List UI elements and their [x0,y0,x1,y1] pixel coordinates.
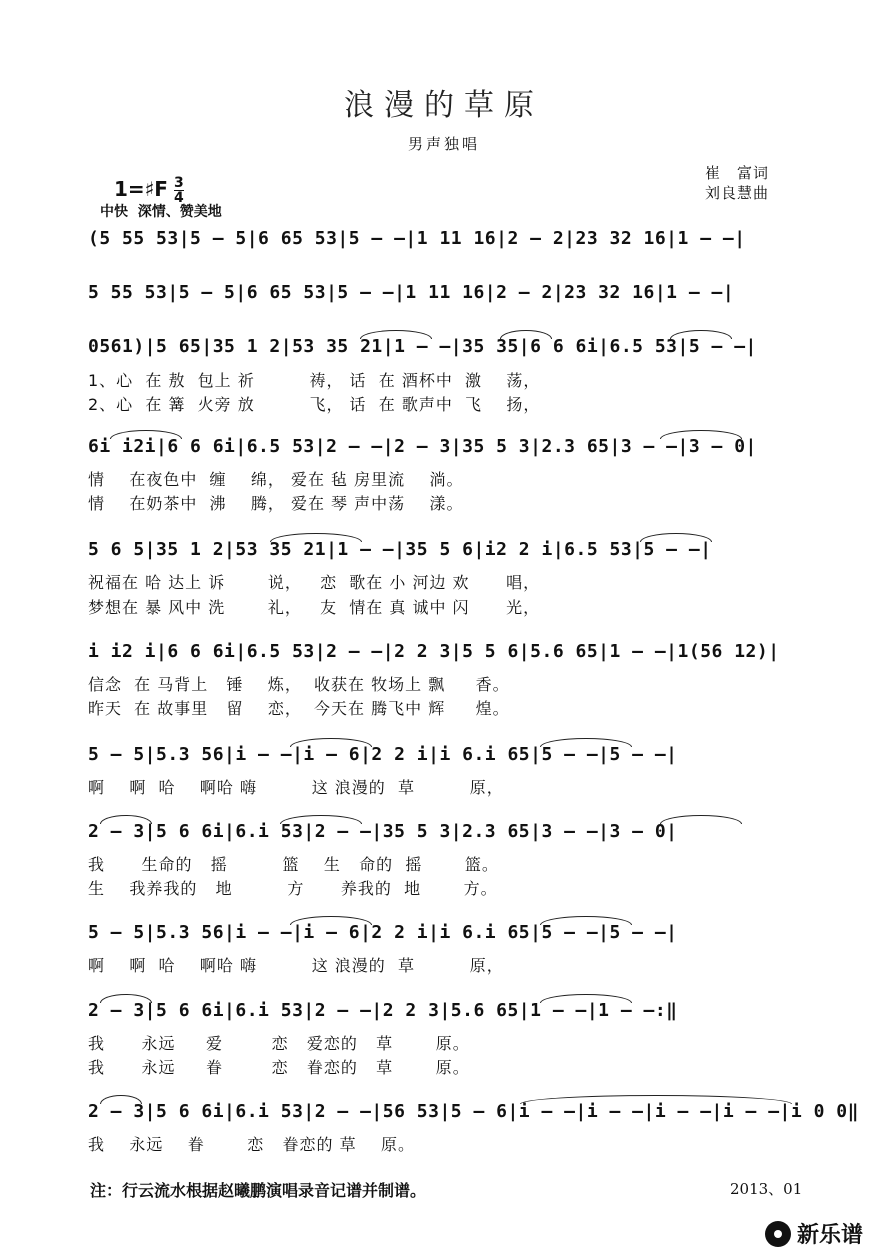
tempo-marking: 中快 深情、赞美地 [100,204,222,220]
lyric-row-6b: 昨天 在 故事里 留 恋， 今天在 腾飞中 辉 煌。 [88,699,510,718]
slur-mark [360,330,432,339]
slur-mark [520,1095,792,1104]
music-row-6: i i2 i|6 6 6i|6.5 53|2 – –|2 2 3|5 5 6|5.6 65|1 – –|1(56 12)| [88,641,780,662]
slur-mark [270,533,362,542]
lyric-row-11: 我 永远 眷 恋 眷恋的 草 原。 [88,1135,415,1154]
music-row-1: (5 55 53|5 – 5|6 65 53|5 – –|1 11 16|2 – 2|23 32 16|1 – –| [88,228,746,249]
time-top: 3 [173,175,184,191]
slur-mark [100,994,152,1003]
slur-mark [280,815,362,824]
site-logo [765,1218,863,1249]
slur-mark [100,1095,142,1104]
lyric-row-3b: 2、心 在 篝 火旁 放 飞， 话 在 歌声中 飞 扬， [88,395,541,414]
slur-mark [640,533,712,542]
music-row-10: 2 – 3|5 6 6i|6.i 53|2 – –|2 2 3|5.6 65|1 – –|1 – –:‖ [88,1000,678,1021]
composer: 刘良慧曲 [705,184,770,202]
footer-note: 注：行云流水根据赵曦鹏演唱录音记谱并制谱。 [90,1181,427,1200]
lyric-row-10a: 我 永远 爱 恋 爱恋的 草 原。 [88,1034,470,1053]
slur-mark [110,430,182,439]
slur-mark [670,330,732,339]
record-icon [765,1221,791,1247]
lyric-row-8b: 生 我养我的 地 方 养我的 地 方。 [88,879,498,898]
lyric-row-5a: 祝福在 哈 达上 诉 说， 恋 歌在 小 河边 欢 唱， [88,573,541,592]
lyric-row-5b: 梦想在 暴 风中 洗 礼， 友 情在 真 诚中 闪 光， [88,598,541,617]
song-title: 浪漫的草原 [344,88,544,123]
music-row-5: 5 6 5|35 1 2|53 35 21|1 – –|35 5 6|i2 2 i|6.5 53|5 – –| [88,539,712,560]
logo-text: 新乐谱 [797,1223,864,1248]
lyric-row-4b: 情 在奶茶中 沸 腾， 爱在 琴 声中荡 漾。 [88,494,464,513]
key-label: 1=♯F [113,177,168,201]
music-row-4: 6i i2i|6 6 6i|6.5 53|2 – –|2 – 3|35 5 3|2.3 65|3 – –|3 – 0| [88,436,757,457]
music-row-2: 5 55 53|5 – 5|6 65 53|5 – –|1 11 16|2 – 2|23 32 16|1 – –| [88,282,735,303]
key-signature [100,152,184,205]
slur-mark [540,738,632,747]
time-bottom: 4 [173,190,184,206]
music-row-9: 5 – 5|5.3 56|i – –|i – 6|2 2 i|i 6.i 65|5 – –|5 – –| [88,922,678,943]
lyric-row-3a: 1、心 在 敖 包上 祈 祷， 话 在 酒杯中 激 荡， [88,371,541,390]
music-row-3: 0561)|5 65|35 1 2|53 35 21|1 – –|35 35|6 6 6i|6.5 53|5 – –| [88,336,757,357]
footer-date: 2013、01 [730,1180,803,1198]
lyric-row-4a: 情 在夜色中 缠 绵， 爱在 毡 房里流 淌。 [88,470,464,489]
slur-mark [540,994,632,1003]
lyric-row-6a: 信念 在 马背上 锤 炼， 收获在 牧场上 飘 香。 [88,675,510,694]
lyricist: 崔 富词 [705,164,770,182]
slur-mark [500,330,552,339]
music-row-11: 2 – 3|5 6 6i|6.i 53|2 – –|56 53|5 – 6|i – –|i – –|i – –|i – –|i 0 0‖ [88,1101,859,1122]
slur-mark [540,916,632,925]
slur-mark [290,738,372,747]
lyric-row-10b: 我 永远 眷 恋 眷恋的 草 原。 [88,1058,470,1077]
slur-mark [660,815,742,824]
slur-mark [100,815,152,824]
music-row-7: 5 – 5|5.3 56|i – –|i – 6|2 2 i|i 6.i 65|5 – –|5 – –| [88,744,678,765]
lyric-row-7: 啊 啊 哈 啊哈 嗨 这 浪漫的 草 原， [88,778,504,797]
song-subtitle: 男声独唱 [407,135,480,153]
slur-mark [660,430,742,439]
lyric-row-9: 啊 啊 哈 啊哈 嗨 这 浪漫的 草 原， [88,956,504,975]
slur-mark [290,916,372,925]
music-row-8: 2 – 3|5 6 6i|6.i 53|2 – –|35 5 3|2.3 65|3 – –|3 – 0| [88,821,678,842]
lyric-row-8a: 我 生命的 摇 篮 生 命的 摇 篮。 [88,855,499,874]
